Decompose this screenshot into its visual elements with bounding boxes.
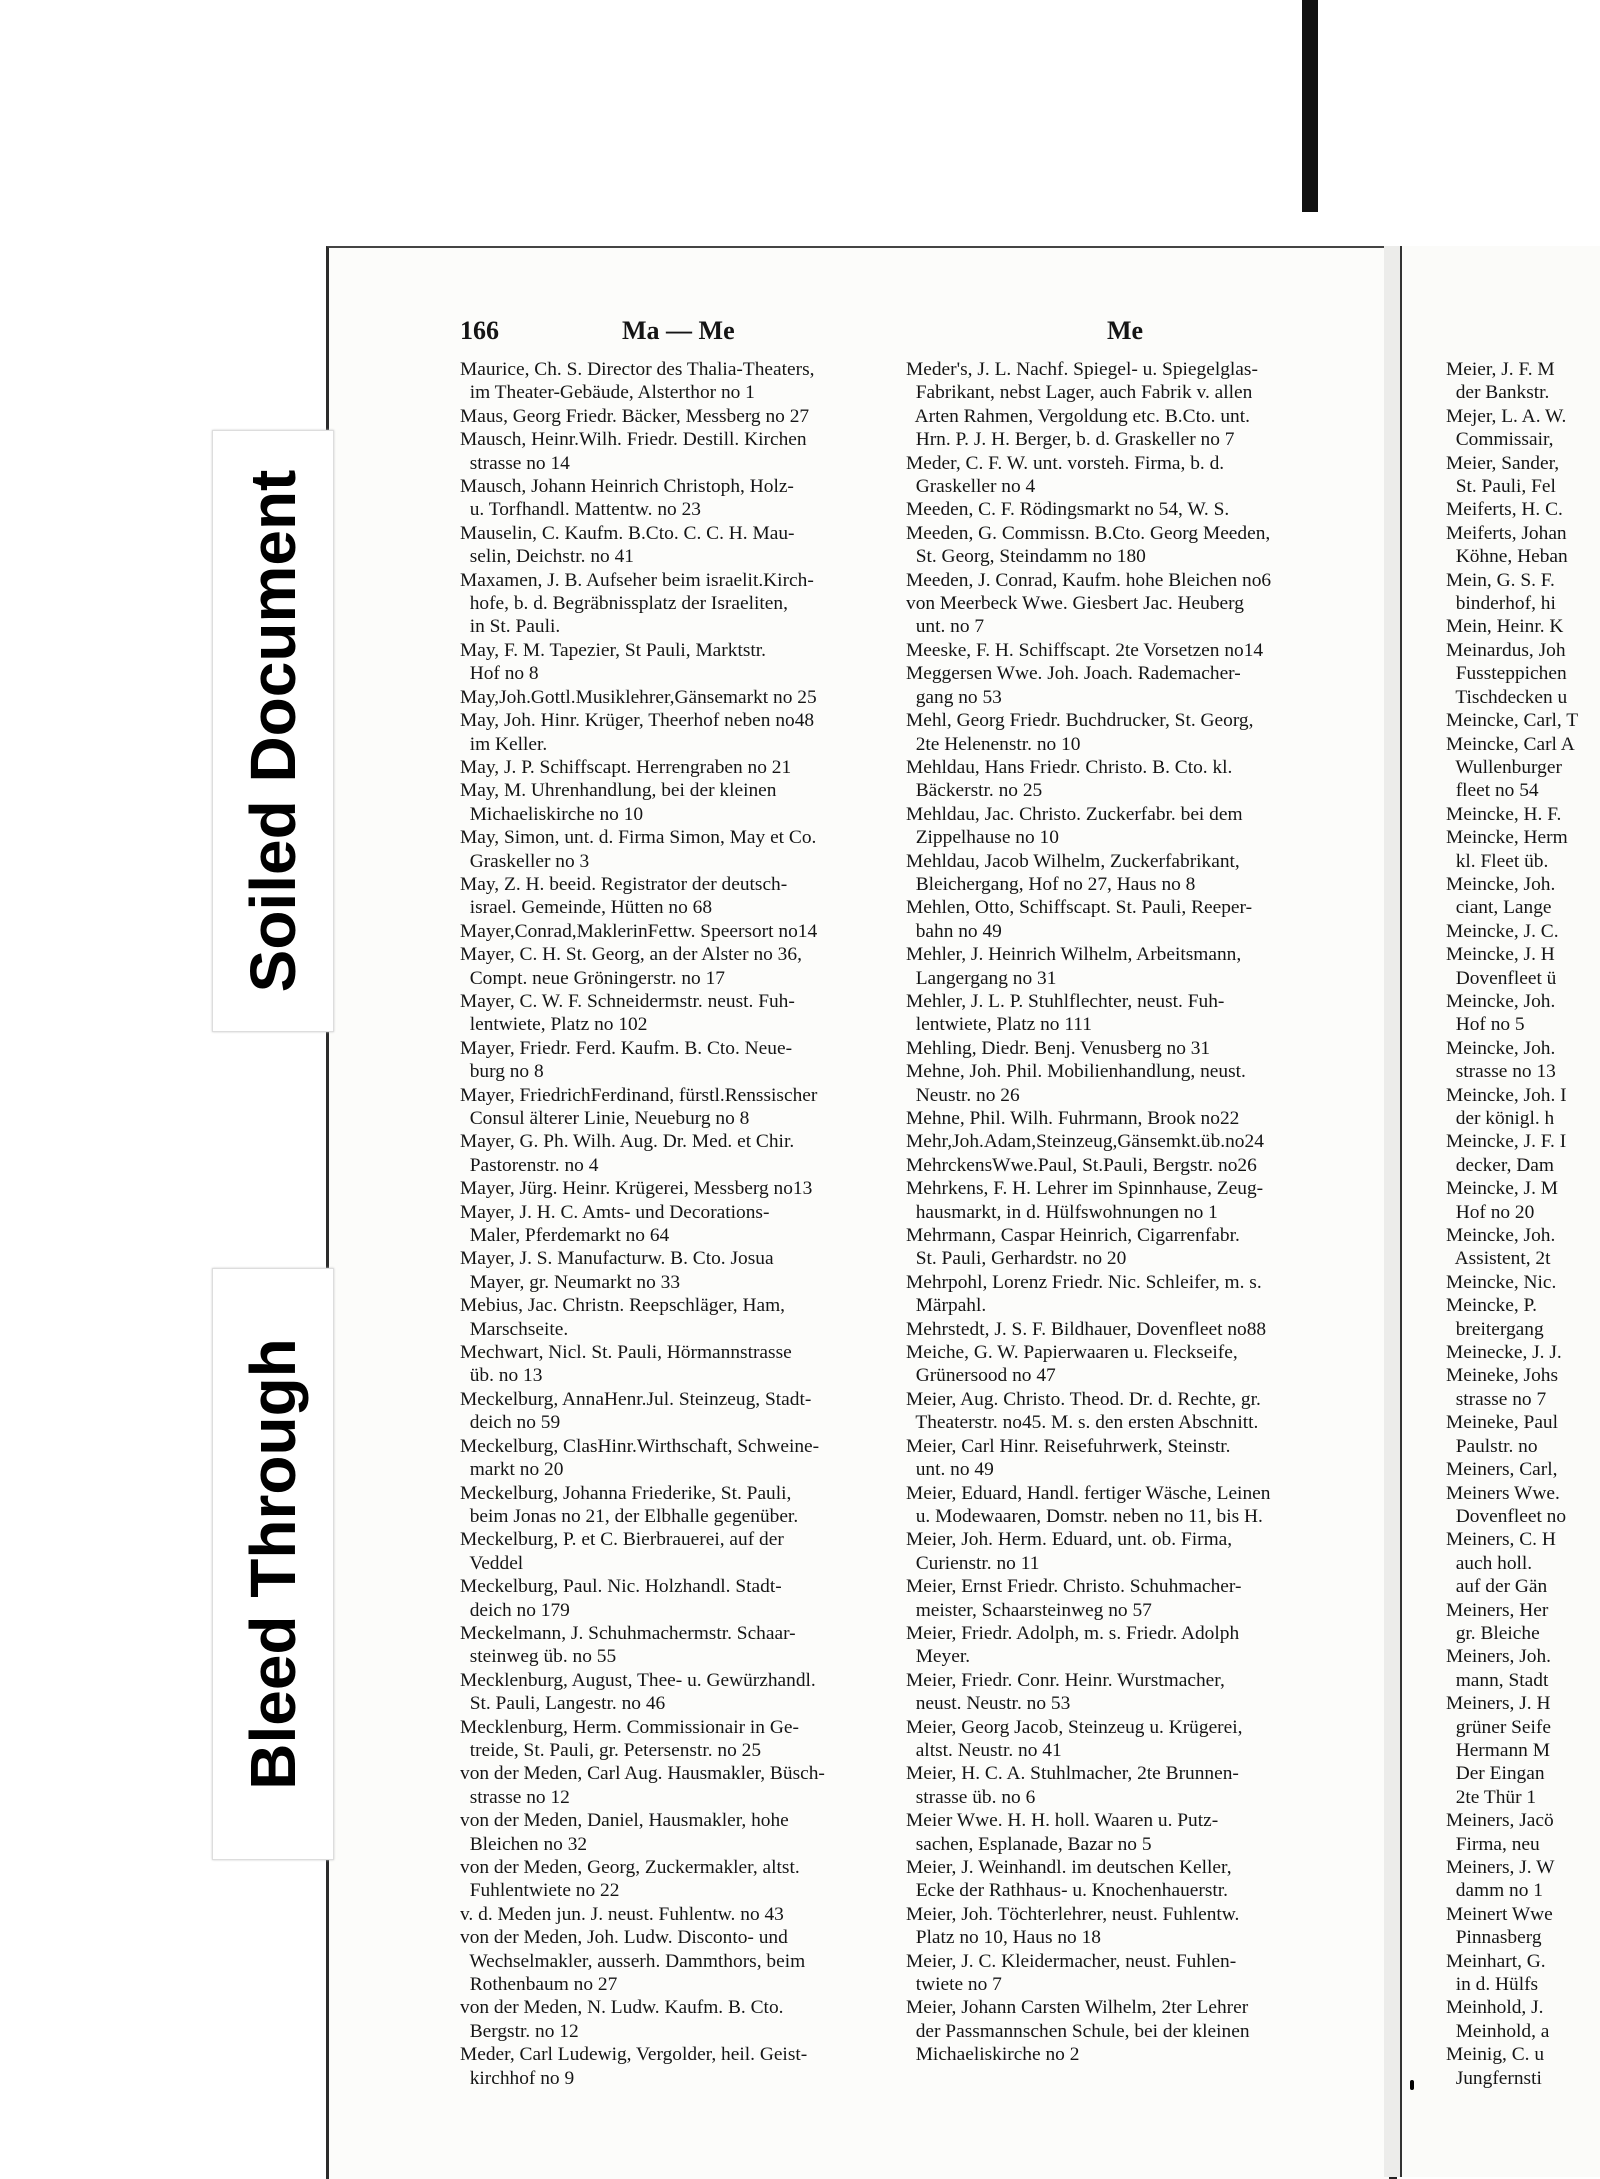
directory-line: Meinardus, Joh <box>1446 639 1566 661</box>
directory-line: Meckelburg, Johanna Friederike, St. Pauli, <box>460 1482 792 1504</box>
directory-line: Meggersen Wwe. Joh. Joach. Rademacher- <box>906 663 1241 685</box>
directory-line: Mehldau, Jac. Christo. Zuckerfabr. bei dem <box>906 803 1243 825</box>
directory-line: Mehler, J. L. P. Stuhlflechter, neust. Fuh- <box>906 990 1225 1012</box>
directory-line: Compt. neue Gröningerstr. no 17 <box>460 967 725 989</box>
directory-line: Mechwart, Nicl. St. Pauli, Hörmannstrasse <box>460 1342 792 1364</box>
directory-line: bahn no 49 <box>906 920 1002 942</box>
directory-line: Jungfernsti <box>1446 2067 1542 2089</box>
directory-line: Mehler, J. Heinrich Wilhelm, Arbeitsmann, <box>906 944 1242 966</box>
directory-line: auf der Gän <box>1446 1576 1548 1598</box>
directory-line: Mehne, Joh. Phil. Mobilienhandlung, neust. <box>906 1061 1246 1083</box>
directory-line: Meincke, Carl, T <box>1446 710 1579 732</box>
directory-line: üb. no 13 <box>460 1365 543 1387</box>
directory-line: breitergang <box>1446 1318 1544 1340</box>
directory-line: Wullenburger <box>1446 756 1562 778</box>
directory-line: der Passmannschen Schule, bei der kleinen <box>906 2020 1250 2042</box>
directory-line: Meckelburg, ClasHinr.Wirthschaft, Schweine- <box>460 1435 820 1457</box>
directory-line: Mehrkens, F. H. Lehrer im Spinnhause, Zeug- <box>906 1178 1264 1200</box>
directory-line: Meier, J. C. Kleidermacher, neust. Fuhlen- <box>906 1950 1237 1972</box>
directory-line: Meier, H. C. A. Stuhlmacher, 2te Brunnen- <box>906 1763 1239 1785</box>
directory-line: strasse no 7 <box>1446 1388 1547 1410</box>
directory-line: Maxamen, J. B. Aufseher beim israelit.Kirch- <box>460 569 814 591</box>
directory-line: Mayer, Jürg. Heinr. Krügerei, Messberg no13 <box>460 1178 813 1200</box>
directory-line: Meier, Joh. Herm. Eduard, unt. ob. Firma, <box>906 1529 1233 1551</box>
directory-line: Mayer, C. H. St. Georg, an der Alster no 36, <box>460 944 802 966</box>
directory-line: Mauselin, C. Kaufm. B.Cto. C. C. H. Mau- <box>460 522 795 544</box>
directory-line: Mecklenburg, Herm. Commissionair in Ge- <box>460 1716 799 1738</box>
directory-line: von Meerbeck Wwe. Giesbert Jac. Heuberg <box>906 593 1244 615</box>
scanner-edge-bar <box>1302 0 1318 212</box>
directory-line: meister, Schaarsteinweg no 57 <box>906 1599 1152 1621</box>
directory-line: Mehrstedt, J. S. F. Bildhauer, Dovenfleet no88 <box>906 1318 1267 1340</box>
directory-line: strasse no 13 <box>1446 1061 1556 1083</box>
directory-line: lentwiete, Platz no 102 <box>460 1014 648 1036</box>
directory-line: Maurice, Ch. S. Director des Thalia-Theaters, <box>460 359 815 380</box>
directory-line: Meiners Wwe. <box>1446 1482 1560 1504</box>
directory-line: burg no 8 <box>460 1061 544 1083</box>
directory-line: beim Jonas no 21, der Elbhalle gegenüber. <box>460 1505 799 1527</box>
directory-line: Mausch, Johann Heinrich Christoph, Holz- <box>460 476 794 498</box>
directory-line: von der Meden, N. Ludw. Kaufm. B. Cto. <box>460 1997 784 2019</box>
directory-line: v. d. Meden jun. J. neust. Fuhlentw. no 43 <box>460 1903 784 1925</box>
directory-line: neust. Neustr. no 53 <box>906 1693 1071 1715</box>
directory-line: kirchhof no 9 <box>460 2067 575 2089</box>
directory-line: Mayer, G. Ph. Wilh. Aug. Dr. Med. et Chir. <box>460 1131 795 1153</box>
directory-line: Mehrmann, Caspar Heinrich, Cigarrenfabr. <box>906 1225 1240 1247</box>
directory-line: Pastorenstr. no 4 <box>460 1154 599 1176</box>
directory-line: Meeden, G. Commissn. B.Cto. Georg Meeden, <box>906 522 1271 544</box>
directory-line: der Bankstr. <box>1446 382 1550 404</box>
directory-line: von der Meden, Daniel, Hausmakler, hohe <box>460 1810 789 1832</box>
directory-line: altst. Neustr. no 41 <box>906 1739 1062 1761</box>
directory-line: Paulstr. no <box>1446 1435 1538 1457</box>
directory-line: binderhof, hi <box>1446 593 1556 615</box>
directory-line: deich no 59 <box>460 1412 561 1434</box>
directory-line: Mebius, Jac. Christn. Reepschläger, Ham, <box>460 1295 786 1317</box>
left-column <box>460 358 908 2090</box>
directory-line: gr. Bleiche <box>1446 1622 1540 1644</box>
directory-line: St. Georg, Steindamm no 180 <box>906 546 1146 568</box>
directory-line: Mayer,Conrad,MaklerinFettw. Speersort no14 <box>460 920 818 942</box>
directory-line: May, Z. H. beeid. Registrator der deutsch- <box>460 873 788 895</box>
directory-line: Meckelburg, AnnaHenr.Jul. Steinzeug, Stadt- <box>460 1388 812 1410</box>
directory-line: ciant, Lange <box>1446 897 1552 919</box>
directory-line: Theaterstr. no45. M. s. den ersten Abschnitt. <box>906 1412 1259 1434</box>
directory-line: auch holl. <box>1446 1552 1533 1574</box>
directory-line: Mehldau, Hans Friedr. Christo. B. Cto. kl. <box>906 756 1233 778</box>
directory-line: Meier, Friedr. Adolph, m. s. Friedr. Adolph <box>906 1622 1240 1644</box>
directory-line: Mayer, gr. Neumarkt no 33 <box>460 1271 681 1293</box>
directory-line: der königl. h <box>1446 1108 1555 1129</box>
directory-line: Meckelburg, Paul. Nic. Holzhandl. Stadt- <box>460 1576 782 1598</box>
directory-line: Meier, Aug. Christo. Theod. Dr. d. Rechte, gr. <box>906 1388 1261 1410</box>
directory-line: Mayer, J. H. C. Amts- und Decorations- <box>460 1201 770 1223</box>
directory-line: Meier, Eduard, Handl. fertiger Wäsche, Leinen <box>906 1482 1271 1504</box>
directory-line: Marschseite. <box>460 1318 569 1340</box>
ink-smudge <box>1410 2080 1414 2090</box>
directory-line: Meiners, J. H <box>1446 1693 1551 1715</box>
directory-line: decker, Dam <box>1446 1154 1554 1176</box>
directory-line: twiete no 7 <box>906 1974 1002 1996</box>
directory-line: Meinig, C. u <box>1446 2044 1545 2066</box>
directory-line: fleet no 54 <box>1446 780 1539 802</box>
directory-line: Meinhold, J. <box>1446 1997 1544 2019</box>
directory-line: strasse no 12 <box>460 1786 570 1808</box>
directory-line: lentwiete, Platz no 111 <box>906 1014 1092 1036</box>
page-number: 166 <box>460 316 499 345</box>
directory-line: May, M. Uhrenhandlung, bei der kleinen <box>460 780 777 802</box>
directory-line: im Keller. <box>460 733 548 755</box>
directory-line: Meincke, J. M <box>1446 1178 1559 1200</box>
directory-line: Meiners, Jacö <box>1446 1810 1554 1832</box>
directory-line: Mayer, Friedr. Ferd. Kaufm. B. Cto. Neue- <box>460 1037 793 1059</box>
directory-line: Veddel <box>460 1552 524 1574</box>
directory-line: Meder's, J. L. Nachf. Spiegel- u. Spiegelglas- <box>906 359 1258 380</box>
directory-line: u. Torfhandl. Mattentw. no 23 <box>460 499 701 521</box>
directory-line: Meincke, Joh. <box>1446 1225 1556 1247</box>
directory-line: Meier, Georg Jacob, Steinzeug u. Krügerei, <box>906 1716 1243 1738</box>
directory-line: Hermann M <box>1446 1739 1550 1761</box>
directory-line: Graskeller no 4 <box>906 476 1036 498</box>
directory-line: Meier, Johann Carsten Wilhelm, 2ter Lehrer <box>906 1997 1249 2019</box>
directory-line: Meier, J. Weinhandl. im deutschen Keller, <box>906 1857 1232 1878</box>
directory-line: Meiche, G. W. Papierwaaren u. Fleckseife, <box>906 1342 1238 1364</box>
directory-line: Meckelmann, J. Schuhmachermstr. Schaar- <box>460 1622 796 1644</box>
directory-line: Meiferts, Johan <box>1446 522 1567 544</box>
directory-line: gang no 53 <box>906 686 1002 708</box>
directory-line: MehrckensWwe.Paul, St.Pauli, Bergstr. no26 <box>906 1154 1257 1176</box>
directory-line: Meinert Wwe <box>1446 1903 1553 1925</box>
directory-line: Assistent, 2t <box>1446 1248 1551 1270</box>
directory-line: im Theater-Gebäude, Alsterthor no 1 <box>460 382 755 404</box>
bleed-through-tab <box>212 1268 334 1860</box>
directory-line: Mehne, Phil. Wilh. Fuhrmann, Brook no22 <box>906 1108 1240 1129</box>
directory-line: Grünersood no 47 <box>906 1365 1056 1387</box>
directory-line: steinweg üb. no 55 <box>460 1646 617 1668</box>
directory-line: Meincke, Joh. I <box>1446 1084 1567 1106</box>
soiled-document-tab <box>212 430 334 1032</box>
directory-line: Curienstr. no 11 <box>906 1552 1040 1574</box>
directory-line: israel. Gemeinde, Hütten no 68 <box>460 897 713 919</box>
directory-line: Mehling, Diedr. Benj. Venusberg no 31 <box>906 1037 1211 1059</box>
directory-line: Meincke, Herm <box>1446 827 1568 849</box>
directory-line: May,Joh.Gottl.Musiklehrer,Gänsemarkt no 25 <box>460 686 817 708</box>
directory-line: Mecklenburg, August, Thee- u. Gewürzhandl. <box>460 1669 816 1691</box>
directory-line: May, Simon, unt. d. Firma Simon, May et Co. <box>460 827 817 849</box>
directory-line: Meiners, C. H <box>1446 1529 1556 1551</box>
directory-line: Mausch, Heinr.Wilh. Friedr. Destill. Kirchen <box>460 429 807 451</box>
directory-line: Mehlen, Otto, Schiffscapt. St. Pauli, Reeper- <box>906 897 1253 919</box>
directory-line: u. Modewaaren, Domstr. neben no 11, bis H. <box>906 1505 1263 1527</box>
directory-line: Meder, Carl Ludewig, Vergolder, heil. Geist- <box>460 2044 808 2066</box>
directory-line: in d. Hülfs <box>1446 1974 1539 1996</box>
directory-line: St. Pauli, Fel <box>1446 476 1556 498</box>
directory-line: Platz no 10, Haus no 18 <box>906 1927 1101 1949</box>
directory-line: mann, Stadt <box>1446 1669 1549 1691</box>
directory-line: Meincke, J. F. I <box>1446 1131 1567 1153</box>
directory-line: Meier, Friedr. Conr. Heinr. Wurstmacher, <box>906 1669 1225 1691</box>
directory-line: Hof no 20 <box>1446 1201 1535 1223</box>
directory-line: Meyer. <box>906 1646 971 1668</box>
directory-line: Meineke, Paul <box>1446 1412 1559 1434</box>
directory-line: Meincke, Joh. <box>1446 873 1556 895</box>
directory-line: Meincke, J. H <box>1446 944 1555 966</box>
directory-line: Meier, Joh. Töchterlehrer, neust. Fuhlentw. <box>906 1903 1240 1925</box>
directory-line: Neustr. no 26 <box>906 1084 1020 1106</box>
directory-line: selin, Deichstr. no 41 <box>460 546 634 568</box>
directory-line: Köhne, Heban <box>1446 546 1568 568</box>
directory-line: Meiners, Joh. <box>1446 1646 1552 1668</box>
directory-line: Meinhart, G. <box>1446 1950 1546 1972</box>
directory-line: 2te Thür 1 <box>1446 1786 1537 1808</box>
directory-line: hofe, b. d. Begräbnissplatz der Israeliten, <box>460 593 788 615</box>
directory-line: Meiners, Carl, <box>1446 1459 1558 1481</box>
directory-line: Meincke, P. <box>1446 1295 1538 1317</box>
directory-line: Mehrpohl, Lorenz Friedr. Nic. Schleifer, m. s. <box>906 1271 1262 1293</box>
directory-line: Meeske, F. H. Schiffscapt. 2te Vorsetzen no14 <box>906 639 1264 661</box>
directory-line: Meiners, J. W <box>1446 1857 1555 1878</box>
directory-line: Hof no 5 <box>1446 1014 1525 1036</box>
directory-line: Commissair, <box>1446 429 1554 451</box>
directory-line: Meier, Sander, <box>1446 452 1560 474</box>
directory-line: markt no 20 <box>460 1459 564 1481</box>
directory-line: Fabrikant, nebst Lager, auch Fabrik v. allen <box>906 382 1253 404</box>
directory-line: von der Meden, Georg, Zuckermakler, altst. <box>460 1857 800 1878</box>
directory-line: Hof no 8 <box>460 663 539 685</box>
directory-line: hausmarkt, in d. Hülfswohnungen no 1 <box>906 1201 1218 1223</box>
directory-line: Meder, C. F. W. unt. vorsteh. Firma, b. d. <box>906 452 1225 474</box>
directory-line: Michaeliskirche no 2 <box>906 2044 1080 2066</box>
directory-line: Meiners, Her <box>1446 1599 1549 1621</box>
directory-line: Maus, Georg Friedr. Bäcker, Messberg no 27 <box>460 405 810 427</box>
directory-line: Mejer, L. A. W. <box>1446 405 1567 427</box>
directory-line: von der Meden, Joh. Ludw. Disconto- und <box>460 1927 788 1949</box>
directory-line: Bleichen no 32 <box>460 1833 588 1855</box>
directory-line: 2te Helenenstr. no 10 <box>906 733 1081 755</box>
directory-line: Ecke der Rathhaus- u. Knochenhauerstr. <box>906 1880 1228 1902</box>
directory-line: Michaeliskirche no 10 <box>460 803 644 825</box>
directory-line: Meier Wwe. H. H. holl. Waaren u. Putz- <box>906 1810 1219 1832</box>
directory-line: treide, St. Pauli, gr. Petersenstr. no 25 <box>460 1739 762 1761</box>
running-head-left: Ma — Me <box>622 316 735 345</box>
directory-line: Bergstr. no 12 <box>460 2020 579 2042</box>
directory-line: Meinhold, a <box>1446 2020 1550 2042</box>
directory-line: Meincke, Carl A <box>1446 733 1575 755</box>
directory-line: Meinecke, J. J. <box>1446 1342 1562 1364</box>
directory-line: Firma, neu <box>1446 1833 1540 1855</box>
directory-line: Dovenfleet no <box>1446 1505 1567 1527</box>
directory-line: Meincke, Joh. <box>1446 990 1556 1012</box>
directory-line: Meeden, J. Conrad, Kaufm. hohe Bleichen no6 <box>906 569 1272 591</box>
directory-line: Meckelburg, P. et C. Bierbrauerei, auf der <box>460 1529 784 1551</box>
directory-line: Meier, Carl Hinr. Reisefuhrwerk, Steinstr. <box>906 1435 1231 1457</box>
directory-line: May, J. P. Schiffscapt. Herrengraben no 21 <box>460 756 792 778</box>
directory-line: Meeden, C. F. Rödingsmarkt no 54, W. S. <box>906 499 1230 521</box>
running-head-right: Me <box>1107 316 1144 345</box>
directory-line: Bleichergang, Hof no 27, Haus no 8 <box>906 873 1196 895</box>
directory-line: Langergang no 31 <box>906 967 1057 989</box>
directory-line: Märpahl. <box>906 1295 987 1317</box>
directory-line: Mein, Heinr. K <box>1446 616 1564 638</box>
directory-line: strasse no 14 <box>460 452 570 474</box>
directory-line: Hrn. P. J. H. Berger, b. d. Graskeller no 7 <box>906 429 1235 451</box>
bleed-through-label: Bleed Through <box>237 1338 309 1790</box>
directory-line: Dovenfleet ü <box>1446 967 1557 989</box>
directory-line: sachen, Esplanade, Bazar no 5 <box>906 1833 1152 1855</box>
directory-line: Fuhlentwiete no 22 <box>460 1880 620 1902</box>
directory-line: Meincke, J. C. <box>1446 920 1559 942</box>
directory-line: Meincke, Joh. <box>1446 1037 1556 1059</box>
directory-line: Mehl, Georg Friedr. Buchdrucker, St. Georg, <box>906 710 1254 732</box>
directory-line: Tischdecken u <box>1446 686 1568 708</box>
directory-line: Consul älterer Linie, Neueburg no 8 <box>460 1108 750 1129</box>
directory-line: unt. no 49 <box>906 1459 994 1481</box>
directory-line: Der Eingan <box>1446 1763 1545 1785</box>
directory-line: Meier, Ernst Friedr. Christo. Schuhmacher- <box>906 1576 1242 1598</box>
directory-line: Meiferts, H. C. <box>1446 499 1563 521</box>
directory-line: deich no 179 <box>460 1599 570 1621</box>
directory-line: damm no 1 <box>1446 1880 1543 1902</box>
directory-line: Mehr,Joh.Adam,Steinzeug,Gänsemkt.üb.no24 <box>906 1131 1264 1153</box>
directory-line: Arten Rahmen, Vergoldung etc. B.Cto. unt. <box>906 405 1250 427</box>
directory-line: kl. Fleet üb. <box>1446 850 1549 872</box>
directory-line: Mein, G. S. F. <box>1446 569 1555 591</box>
directory-line: von der Meden, Carl Aug. Hausmakler, Büsch- <box>460 1763 825 1785</box>
directory-line: Maler, Pferdemarkt no 64 <box>460 1225 670 1247</box>
directory-line: Meincke, H. F. <box>1446 803 1562 825</box>
directory-line: St. Pauli, Langestr. no 46 <box>460 1693 666 1715</box>
directory-line: Meier, J. F. M <box>1446 359 1555 380</box>
directory-line: Mayer, C. W. F. Schneidermstr. neust. Fuh- <box>460 990 795 1012</box>
directory-line: in St. Pauli. <box>460 616 561 638</box>
directory-line: Mayer, J. S. Manufacturw. B. Cto. Josua <box>460 1248 774 1270</box>
directory-line: Pinnasberg <box>1446 1927 1542 1949</box>
directory-line: May, F. M. Tapezier, St Pauli, Marktstr. <box>460 639 766 661</box>
directory-line: Wechselmakler, ausserh. Dammthors, beim <box>460 1950 806 1972</box>
directory-line: Mayer, FriedrichFerdinand, fürstl.Renssischer <box>460 1084 818 1106</box>
directory-line: Mehldau, Jacob Wilhelm, Zuckerfabrikant, <box>906 850 1240 872</box>
directory-line: St. Pauli, Gerhardstr. no 20 <box>906 1248 1127 1270</box>
facing-page-column <box>1446 358 1600 2090</box>
directory-line: grüner Seife <box>1446 1716 1551 1738</box>
soiled-document-label: Soiled Document <box>237 469 309 993</box>
directory-line: Meineke, Johs <box>1446 1365 1559 1387</box>
right-column <box>906 358 1356 2067</box>
directory-line: Graskeller no 3 <box>460 850 590 872</box>
directory-line: Zippelhause no 10 <box>906 827 1059 849</box>
directory-line: Fussteppichen <box>1446 663 1567 685</box>
directory-line: unt. no 7 <box>906 616 985 638</box>
directory-line: May, Joh. Hinr. Krüger, Theerhof neben no48 <box>460 710 815 732</box>
directory-line: Bäckerstr. no 25 <box>906 780 1043 802</box>
directory-line: strasse üb. no 6 <box>906 1786 1036 1808</box>
directory-line: Meincke, Nic. <box>1446 1271 1557 1293</box>
directory-line: Rothenbaum no 27 <box>460 1974 618 1996</box>
